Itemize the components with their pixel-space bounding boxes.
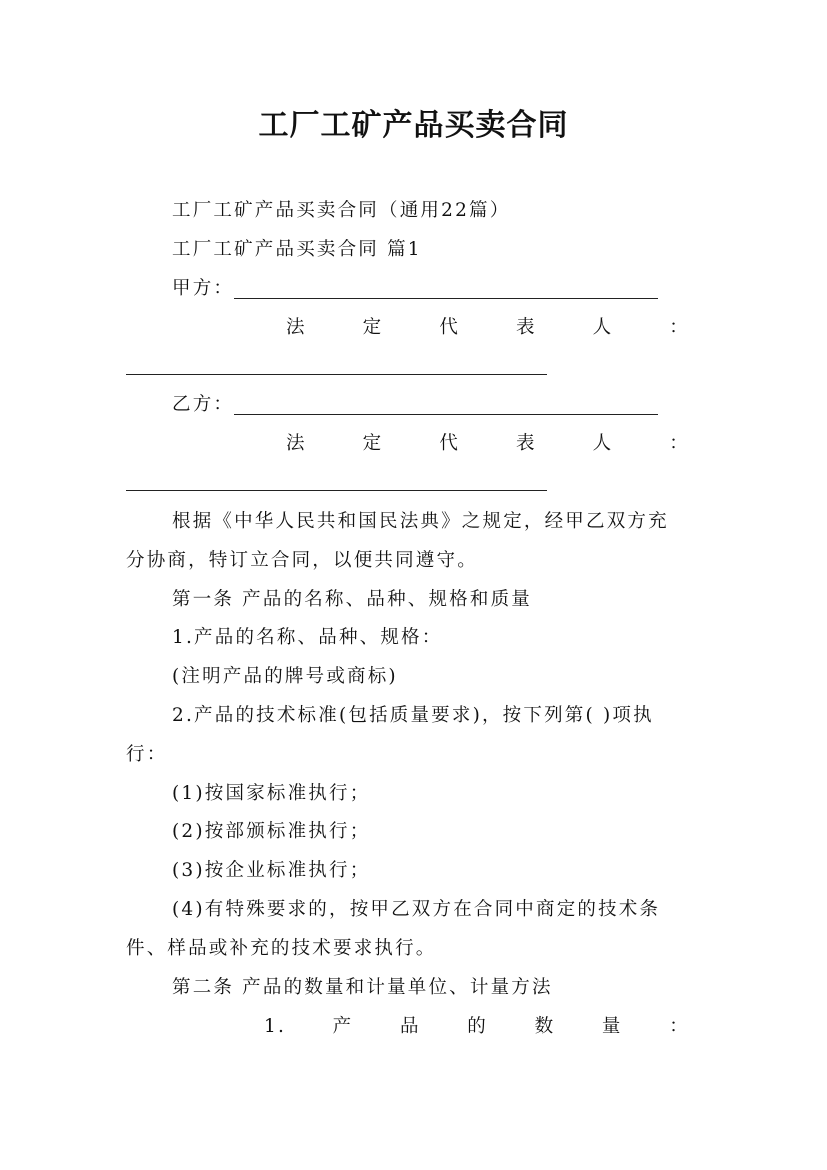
document-subtitle: 工厂工矿产品买卖合同（通用22篇）	[172, 200, 511, 221]
intro-paragraph-line-1: 根据《中华人民共和国民法典》之规定，经甲乙双方充	[172, 511, 669, 532]
legal-rep-char: 法	[286, 433, 307, 454]
item-char: ：	[669, 1016, 690, 1037]
option-4-line-2: 件、样品或补充的技术要求执行。	[126, 938, 437, 959]
intro-paragraph-line-2: 分协商，特订立合同，以便共同遵守。	[126, 550, 478, 571]
party-a-legal-rep-blank	[126, 374, 547, 375]
legal-rep-char: 人	[592, 433, 614, 454]
party-b-label: 乙方：	[172, 394, 235, 415]
article-1-item-2-line-2: 行：	[126, 744, 168, 765]
legal-rep-char: ：	[669, 317, 690, 338]
document-title: 工厂工矿产品买卖合同	[258, 108, 569, 143]
legal-rep-char: 代	[439, 433, 461, 454]
article-1-item-2-line-1: 2.产品的技术标准(包括质量要求)，按下列第( )项执	[172, 705, 654, 726]
party-a-label: 甲方：	[172, 278, 235, 299]
article-1-title: 第一条 产品的名称、品种、规格和质量	[172, 589, 532, 610]
legal-rep-char: 人	[592, 317, 614, 338]
legal-rep-char: 表	[515, 433, 537, 454]
article-2-item-1	[264, 1018, 690, 1037]
party-b-line	[126, 396, 704, 415]
legal-rep-char: 法	[286, 317, 307, 338]
article-1-note: (注明产品的牌号或商标)	[172, 666, 398, 687]
item-char: 数	[534, 1016, 556, 1037]
option-3: (3)按企业标准执行；	[172, 860, 371, 881]
article-2-title: 第二条 产品的数量和计量单位、计量方法	[172, 977, 553, 998]
item-char: 量	[601, 1016, 623, 1037]
item-char: 品	[399, 1016, 421, 1037]
party-b-blank	[234, 398, 658, 415]
item-char: 的	[467, 1016, 488, 1037]
party-b-legal-rep-blank	[126, 490, 547, 491]
item-char: 1.	[264, 1016, 287, 1037]
option-4-line-1: (4)有特殊要求的，按甲乙双方在合同中商定的技术条	[172, 899, 661, 920]
section-heading: 工厂工矿产品买卖合同 篇1	[172, 239, 422, 260]
party-b-legal-rep	[286, 435, 690, 454]
legal-rep-char: 定	[362, 433, 384, 454]
legal-rep-char: 代	[439, 317, 461, 338]
article-1-item-1: 1.产品的名称、品种、规格：	[172, 627, 443, 648]
legal-rep-char: 表	[515, 317, 537, 338]
party-a-line	[126, 280, 704, 299]
legal-rep-char: 定	[362, 317, 384, 338]
option-2: (2)按部颁标准执行；	[172, 821, 371, 842]
party-a-legal-rep	[286, 319, 690, 338]
option-1: (1)按国家标准执行；	[172, 783, 371, 804]
legal-rep-char: ：	[669, 433, 690, 454]
item-char: 产	[332, 1016, 354, 1037]
party-a-blank	[234, 282, 658, 299]
